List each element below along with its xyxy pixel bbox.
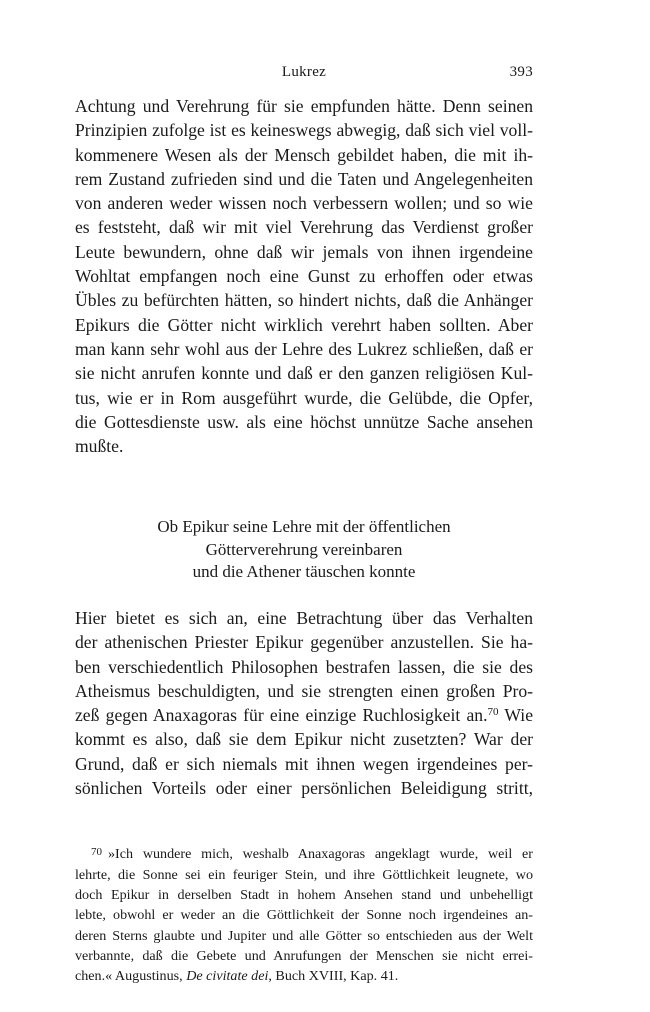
- text-line: es feststeht, daß wir mit viel Verehrung das Verdienst großer: [75, 217, 533, 238]
- text-line: Epikurs die Götter nicht wirklich verehrt haben sollten. Aber: [75, 314, 533, 335]
- running-header: [75, 64, 533, 88]
- heading-line: Ob Epikur seine Lehre mit der öffentlichen: [157, 517, 451, 537]
- book-page: [75, 64, 533, 986]
- footnote-line: lebte, obwohl er weder an die Göttlichkeit der Sonne noch irgendeines an-: [75, 907, 533, 924]
- text-line: Wohltat empfangen noch eine Gunst zu erhoffen oder etwas: [75, 266, 533, 287]
- text-line-with-footnote-ref: [75, 703, 533, 727]
- text-segment: Wie: [498, 705, 533, 726]
- text-line: Hier bietet es sich an, eine Betrachtung über das Verhalten: [75, 607, 533, 628]
- footnote-line: doch Epikur in derselben Stadt in hohem Ansehen stand und unbehelligt: [75, 886, 533, 903]
- book-title: De civitate dei: [186, 968, 269, 985]
- text-line: Leute bewundern, ohne daß wir jemals von ihnen irgendeine: [75, 241, 533, 262]
- text-line: sönlichen Vorteils oder einer persönlichen Beleidigung stritt,: [75, 778, 533, 799]
- text-line: die Gottesdienste usw. als eine höchst unnütze Sache ansehen: [75, 411, 533, 432]
- text-line: Grund, daß er sich niemals mit ihnen wegen irgendeines per-: [75, 753, 533, 774]
- footnote-line: [75, 966, 533, 986]
- section-paragraph: [75, 606, 533, 800]
- text-segment: »Ich wundere mich, weshalb Anaxagoras angeklagt wurde, weil er: [108, 846, 533, 863]
- heading-line: und die Athener täuschen konnte: [192, 562, 416, 582]
- text-line: sie nicht anrufen konnte und daß er den ganzen religiösen Kul-: [75, 363, 533, 384]
- text-line: mußte.: [75, 436, 124, 457]
- text-line: ben verschiedentlich Philosophen bestrafen lassen, die sie des: [75, 656, 533, 677]
- text-line: man kann sehr wohl aus der Lehre des Lukrez schließen, daß er: [75, 338, 533, 359]
- footnote-line: deren Sterns glaubte und Jupiter und alle Götter so entschieden aus der Welt: [75, 927, 533, 944]
- page-number: 393: [509, 64, 533, 80]
- paragraph-continued: [75, 94, 533, 458]
- text-line: von anderen weder wissen noch verbessern wollen; und so wie: [75, 193, 533, 214]
- footnote-reference[interactable]: 70: [487, 706, 499, 719]
- text-line: rem Zustand zufrieden sind und die Taten und Angelegenheiten: [75, 168, 533, 189]
- text-line: Atheismus beschuldigten, und sie strengten einen großen Pro-: [75, 680, 533, 701]
- text-line: tus, wie er in Rom ausgeführt wurde, die Gelübde, die Opfer,: [75, 387, 533, 408]
- footnote: [75, 842, 533, 986]
- heading-line: Götterverehrung vereinbaren: [205, 539, 403, 559]
- footnote-number: 70: [91, 846, 102, 859]
- running-title: Lukrez: [281, 64, 327, 80]
- text-segment: chen.« Augustinus,: [75, 968, 187, 985]
- footnote-line: verbannte, daß die Gebete und Anrufungen der Menschen sie nicht errei-: [75, 947, 533, 964]
- text-segment: zeß gegen Anaxagoras für eine einzige Ruchlosigkeit an.: [75, 705, 488, 726]
- section-heading: [75, 516, 533, 584]
- text-line: kommenere Wesen als der Mensch gebildet haben, die mit ih-: [75, 144, 533, 165]
- footnote-line: lehrte, die Sonne sei ein feuriger Stein, und ihre Göttlichkeit leugnete, wo: [75, 866, 533, 883]
- text-line: Achtung und Verehrung für sie empfunden hätte. Denn seinen: [75, 96, 533, 116]
- text-line: kommt es also, daß sie dem Epikur nicht zusetzten? War der: [75, 729, 533, 750]
- text-segment: , Buch XVIII, Kap. 41.: [268, 968, 399, 985]
- text-line: Übles zu befürchten hätten, so hindert nichts, daß die Anhänger: [75, 290, 533, 311]
- text-line: Prinzipien zufolge ist es keineswegs abwegig, daß sich viel voll-: [75, 120, 533, 141]
- text-line: der athenischen Priester Epikur gegenüber anzustellen. Sie ha-: [75, 632, 533, 653]
- footnote-line: [75, 842, 533, 864]
